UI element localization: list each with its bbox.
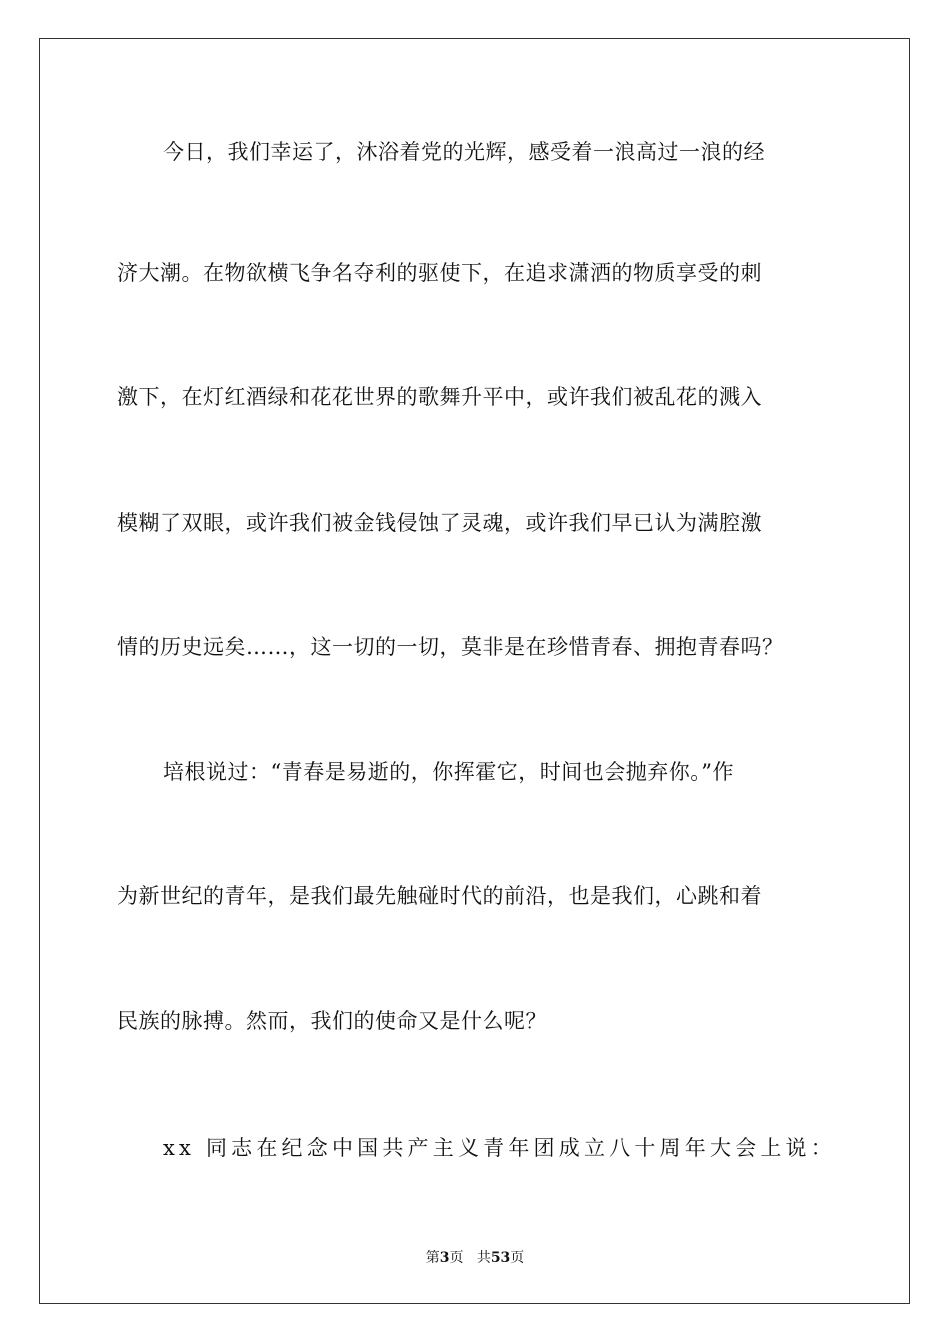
paragraph-line: 培根说过：“青春是易逝的，你挥霍它，时间也会抛弃你。”作 [163, 760, 734, 784]
footer-page-number: 3 [439, 1250, 450, 1266]
paragraph-line: 今日，我们幸运了，沐浴着党的光辉，感受着一浪高过一浪的经 [163, 140, 765, 164]
paragraph-line: 模糊了双眼，或许我们被金钱侵蚀了灵魂，或许我们早已认为满腔激 [117, 511, 762, 535]
paragraph-line: 激下，在灯红酒绿和花花世界的歌舞升平中，或许我们被乱花的溅入 [117, 385, 762, 409]
footer-total-pages: 53 [490, 1250, 511, 1266]
footer-page-prefix: 第 [425, 1250, 440, 1266]
paragraph-line: 济大潮。在物欲横飞争名夺利的驱使下，在追求潇洒的物质享受的刺 [117, 261, 762, 285]
paragraph-line: xx 同志在纪念中国共产主义青年团成立八十周年大会上说： [163, 1136, 836, 1160]
page-border [39, 38, 910, 1304]
footer-total-suffix: 页 [510, 1250, 525, 1266]
paragraph-line: 民族的脉搏。然而，我们的使命又是什么呢？ [117, 1009, 547, 1033]
footer-total-prefix: 共 [476, 1250, 491, 1266]
paragraph-line: 为新世纪的青年，是我们最先触碰时代的前沿，也是我们，心跳和着 [117, 884, 762, 908]
page-footer [0, 1249, 950, 1267]
footer-page-suffix: 页 [449, 1250, 464, 1266]
paragraph-line: 情的历史远矣……，这一切的一切，莫非是在珍惜青春、拥抱青春吗？ [117, 635, 784, 659]
